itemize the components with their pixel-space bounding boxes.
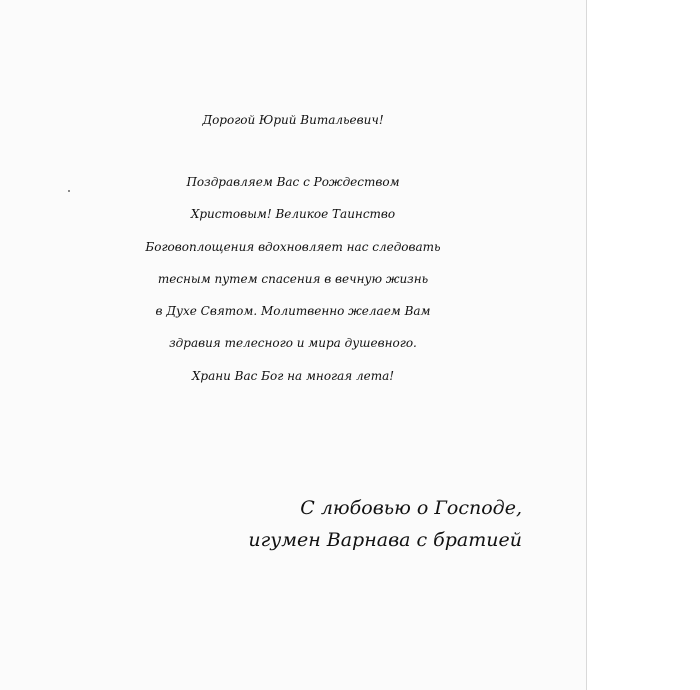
body-line: тесным путем спасения в вечную жизнь [157,271,429,286]
body-line: Храни Вас Бог на многая лета! [191,368,395,383]
scan-margin [587,0,700,690]
body-line: Боговоплощения вдохновляет нас следовать [145,239,441,254]
body-line: в Духе Святом. Молитвенно желаем Вам [155,304,431,319]
closing-line: С любовью о Господе, [300,497,522,519]
body-line: Христовым! Великое Таинство [190,207,396,222]
body-line: здравия телесного и мира душевного. [169,336,417,351]
signature-block [248,492,522,556]
letter-body [0,166,586,392]
greeting-line: Дорогой Юрий Витальевич! [202,113,384,127]
body-line: Поздравляем Вас с Рождеством [186,175,400,189]
signature-line: игумен Варнава с братией [248,529,522,551]
paper-speck [68,190,70,192]
